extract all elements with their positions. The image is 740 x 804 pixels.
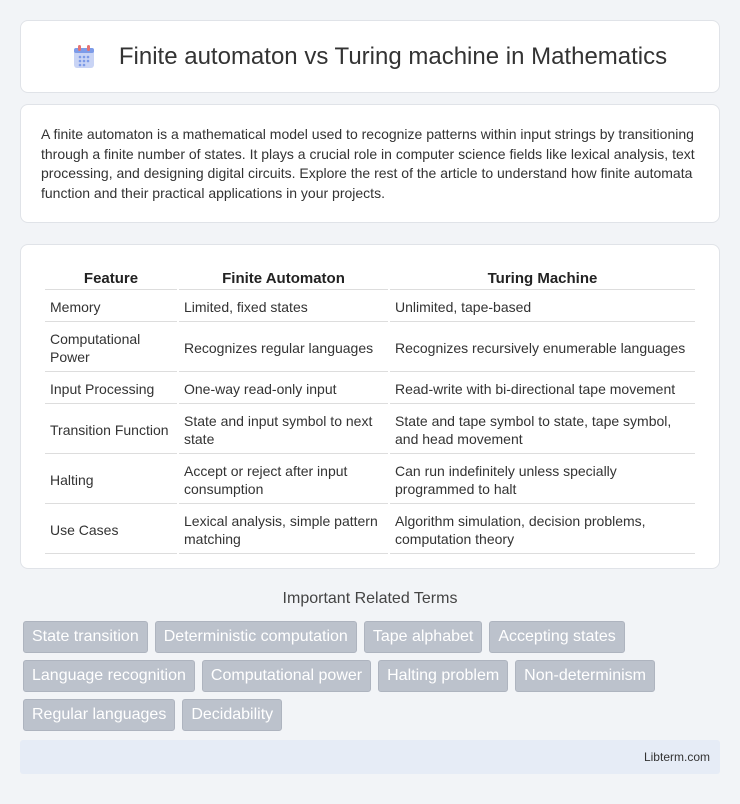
table-cell: Algorithm simulation, decision problems, computation theory xyxy=(390,506,695,554)
table-cell: Transition Function xyxy=(45,406,177,454)
tag-regular-languages[interactable]: Regular languages xyxy=(23,699,175,731)
comparison-card xyxy=(20,244,720,569)
table-cell: Accept or reject after input consumption xyxy=(179,456,388,504)
table-cell: Read-write with bi-directional tape movement xyxy=(390,374,695,404)
tag-accepting-states[interactable]: Accepting states xyxy=(489,621,624,653)
table-cell: Computational Power xyxy=(45,324,177,372)
tag-list xyxy=(20,621,720,738)
table-cell: Use Cases xyxy=(45,506,177,554)
related-terms-title: Important Related Terms xyxy=(282,590,458,607)
tag-halting-problem[interactable]: Halting problem xyxy=(378,660,508,692)
table-cell: Can run indefinitely unless specially programmed to halt xyxy=(390,456,695,504)
table-cell: Lexical analysis, simple pattern matching xyxy=(179,506,388,554)
tag-state-transition[interactable]: State transition xyxy=(23,621,148,653)
table-row xyxy=(45,456,695,504)
table-row xyxy=(45,374,695,404)
comparison-table xyxy=(43,265,697,556)
table-cell: Memory xyxy=(45,292,177,322)
table-cell: One-way read-only input xyxy=(179,374,388,404)
tag-non-determinism[interactable]: Non-determinism xyxy=(515,660,655,692)
tag-decidability[interactable]: Decidability xyxy=(182,699,282,731)
table-cell: State and input symbol to next state xyxy=(179,406,388,454)
table-cell: Recognizes regular languages xyxy=(179,324,388,372)
intro-card xyxy=(20,104,720,223)
table-cell: Recognizes recursively enumerable languages xyxy=(390,324,695,372)
table-row xyxy=(45,506,695,554)
related-terms-section xyxy=(20,590,720,738)
tag-computational-power[interactable]: Computational power xyxy=(202,660,371,692)
tag-deterministic-computation[interactable]: Deterministic computation xyxy=(155,621,357,653)
table-header-row xyxy=(45,267,695,290)
table-cell: Limited, fixed states xyxy=(179,292,388,322)
document-icon xyxy=(73,45,95,69)
footer-site-link[interactable]: Libterm.com xyxy=(643,750,710,764)
column-header: Feature xyxy=(45,267,177,290)
table-cell: Input Processing xyxy=(45,374,177,404)
tag-tape-alphabet[interactable]: Tape alphabet xyxy=(364,621,483,653)
table-row xyxy=(45,292,695,322)
table-cell: State and tape symbol to state, tape symbol, and head movement xyxy=(390,406,695,454)
column-header: Turing Machine xyxy=(390,267,695,290)
tag-language-recognition[interactable]: Language recognition xyxy=(23,660,195,692)
table-row xyxy=(45,324,695,372)
page-title: Finite automaton vs Turing machine in Mathematics xyxy=(118,42,668,70)
table-cell: Unlimited, tape-based xyxy=(390,292,695,322)
column-header: Finite Automaton xyxy=(179,267,388,290)
table-cell: Halting xyxy=(45,456,177,504)
header-card xyxy=(20,20,720,93)
table-row xyxy=(45,406,695,454)
footer xyxy=(20,740,720,774)
intro-text: A finite automaton is a mathematical model used to recognize patterns within input strings by transitioning through a finite number of states. It plays a crucial role in computer science fields like lexical analysis, text processing, and designing digital circuits. Explore the rest of the article to understand how finite automata function and their practical applications in your projects. xyxy=(41,126,695,201)
